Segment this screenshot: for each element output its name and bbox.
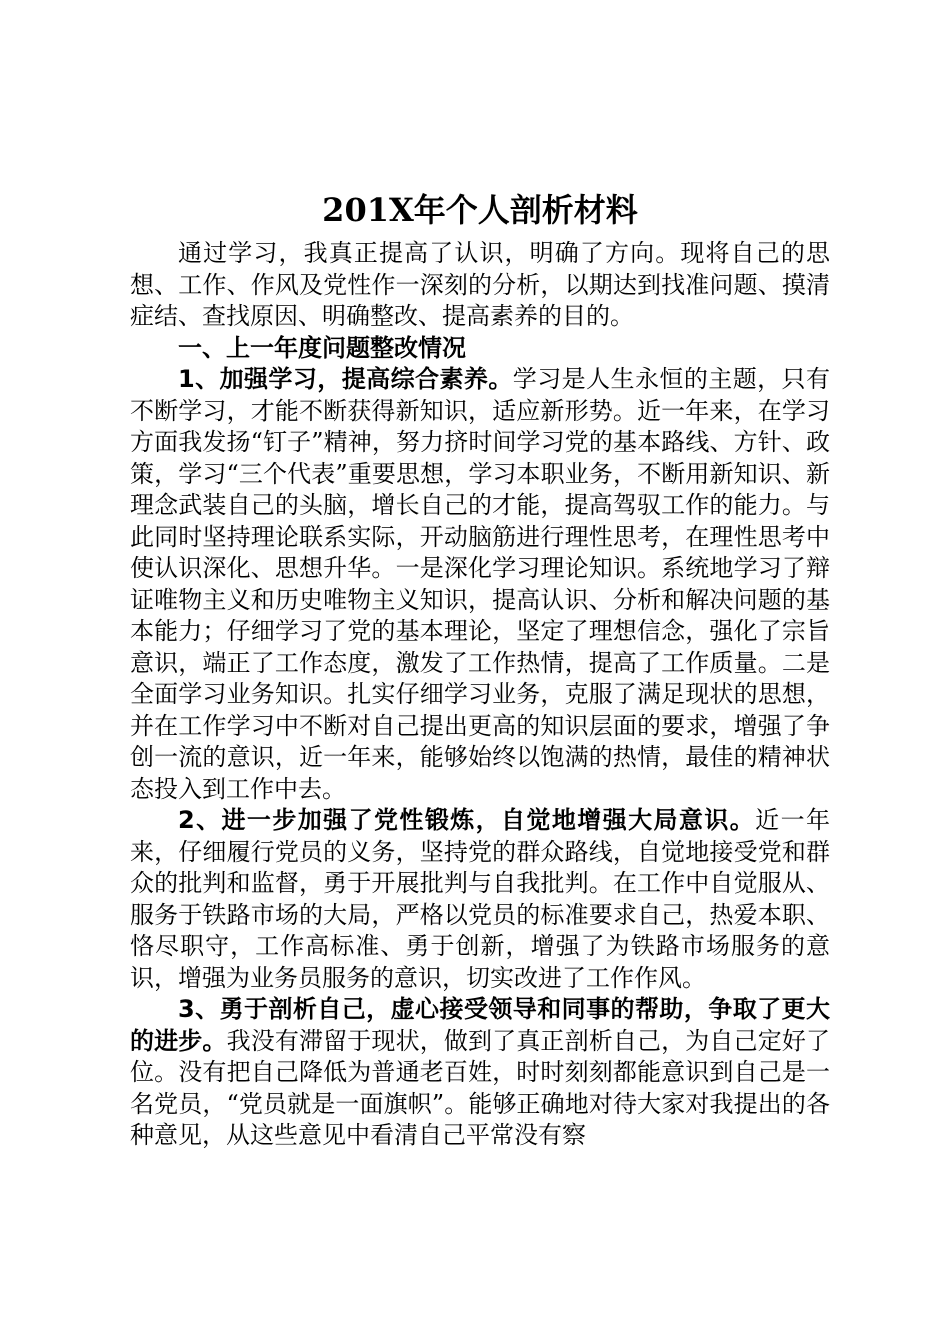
item-2-body: 近一年来，仔细履行党员的义务，坚持党的群众路线，自觉地接受党和群众的批判和监督，勇于开展批判与自我批判。在工作中自觉服从、服务于铁路市场的大局，严格以党员的标准要求自己，热爱本职、恪尽职守，工作高标准、勇于创新，增强了为铁路市场服务的意识，增强为业务员服务的意识，切实改进了工作作风。 [130, 806, 830, 992]
intro-paragraph: 通过学习，我真正提高了认识，明确了方向。现将自己的思想、工作、作风及党性作一深刻的分析，以期达到找准问题、摸清症结、查找原因、明确整改、提高素养的目的。 [130, 239, 830, 330]
document-page [130, 182, 830, 1152]
item-2-lead: 2、进一步加强了党性锻炼，自觉地增强大局意识。 [178, 806, 756, 834]
item-1-lead: 1、加强学习，提高综合素养。 [178, 365, 513, 393]
section-heading: 一、上一年度问题整改情况 [178, 333, 466, 362]
item-1-paragraph [130, 364, 830, 805]
document-title: 201X年个人剖析材料 [322, 191, 638, 229]
item-3-lead: 3、勇于剖析自己，虚心接受领导和同事的帮助，争取了更大的进步。 [130, 995, 830, 1055]
item-1-body: 学习是人生永恒的主题，只有不断学习，才能不断获得新知识，适应新形势。近一年来，在学习方面我发扬“钉子”精神，努力挤时间学习党的基本路线、方针、政策，学习“三个代表”重要思想，学习本职业务，不断用新知识、新理念武装自己的头脑，增长自己的才能，提高驾驭工作的能力。与此同时坚持理论联系实际，开动脑筋进行理性思考，在理性思考中使认识深化、思想升华。一是深化学习理论知识。系统地学习了辩证唯物主义和历史唯物主义知识，提高认识、分析和解决问题的基本能力；仔细学习了党的基本理论，坚定了理想信念，强化了宗旨意识，端正了工作态度，激发了工作热情，提高了工作质量。二是全面学习业务知识。扎实仔细学习业务，克服了满足现状的思想，并在工作学习中不断对自己提出更高的知识层面的要求，增强了争创一流的意识，近一年来，能够始终以饱满的热情，最佳的精神状态投入到工作中去。 [130, 365, 830, 803]
item-3-paragraph [130, 994, 830, 1152]
item-2-paragraph [130, 805, 830, 994]
item-3-body: 我没有滞留于现状，做到了真正剖析自己，为自己定好了位。没有把自己降低为普通老百姓，时时刻刻都能意识到自己是一名党员，“党员就是一面旗帜”。能够正确地对待大家对我提出的各种意见，从这些意见中看清自己平常没有察 [130, 1026, 831, 1149]
